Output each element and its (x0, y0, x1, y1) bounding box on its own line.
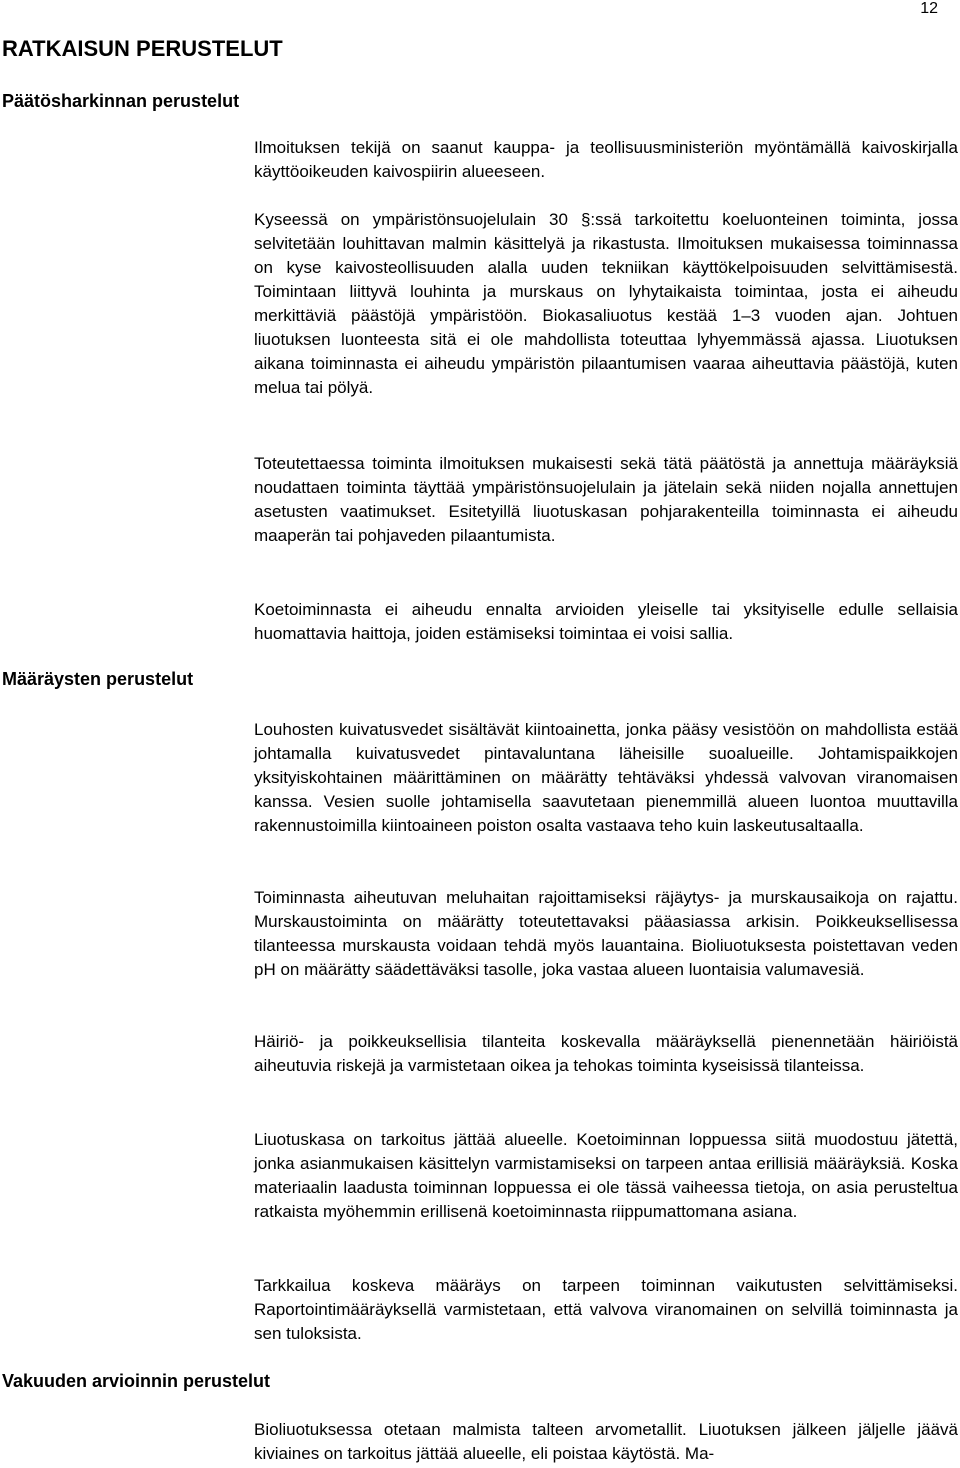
page-number: 12 (920, 0, 938, 17)
paragraph-paatosharkinta-3: Toteutettaessa toiminta ilmoituksen mukaisesti sekä tätä päätöstä ja annettuja määräyksiä noudattaen toiminta täyttää ympäristönsuojelulain ja jätelain sekä niiden nojalla annettujen asetusten vaatimukset. Esitetyillä liuotuskasan pohjarakenteilla toiminnasta ei aiheudu maaperän tai pohjaveden pilaantumista. (254, 454, 958, 545)
paragraph-maaraysten-1: Louhosten kuivatusvedet sisältävät kiintoainetta, jonka pääsy vesistöön on mahdollista estää johtamalla kuivatusvedet pintavaluntana läheisille suoalueille. Johtamispaikkojen yksityiskohtainen määrittäminen on määrätty tehtäväksi yhdessä valvovan viranomaisen kanssa. Vesien suolle johtamisella saavutetaan pienemmillä alueen luontoa muuttavilla rakennustoimilla kiintoaineen poiston osalta vastaava teho kuin laskeutusaltaalla. (254, 720, 958, 835)
paragraph-vakuuden-1: Bioliuotuksessa otetaan malmista talteen arvometallit. Liuotuksen jälkeen jäljelle jäävä kiviaines on tarkoitus jättää alueelle, eli poistaa käytöstä. Ma- (254, 1420, 958, 1463)
section-heading-paatosharkinta: Päätösharkinnan perustelut (2, 91, 240, 111)
section-heading-maaraysten: Määräysten perustelut (2, 669, 194, 689)
paragraph-maaraysten-2: Toiminnasta aiheutuvan meluhaitan rajoittamiseksi räjäytys- ja murskausaikoja on rajattu. Murskaustoiminta on määrätty toteutettavaksi pääasiassa arkisin. Poikkeuksellisessa tilanteessa murskausta voidaan tehdä myös lauantaina. Bioliuotuksesta poistettavan veden pH on määrätty säädettäväksi tasolle, joka vastaa alueen luontaisia valumavesiä. (254, 888, 958, 979)
paragraph-maaraysten-3: Häiriö- ja poikkeuksellisia tilanteita koskevalla määräyksellä pienennetään häiriöistä aiheutuvia riskejä ja varmistetaan oikea ja tehokas toiminta kyseisissä tilanteissa. (254, 1032, 958, 1075)
section-heading-vakuuden: Vakuuden arvioinnin perustelut (2, 1371, 271, 1391)
paragraph-paatosharkinta-4: Koetoiminnasta ei aiheudu ennalta arvioiden yleiselle tai yksityiselle edulle sellaisia huomattavia haittoja, joiden estämiseksi toimintaa ei voisi sallia. (254, 600, 958, 643)
paragraph-maaraysten-5: Tarkkailua koskeva määräys on tarpeen toiminnan vaikutusten selvittämiseksi. Raportointimääräyksellä varmistetaan, että valvova viranomainen on selvillä toiminnasta ja sen tuloksista. (254, 1276, 958, 1343)
page-title: RATKAISUN PERUSTELUT (2, 36, 283, 61)
paragraph-paatosharkinta-1: Ilmoituksen tekijä on saanut kauppa- ja teollisuusministeriön myöntämällä kaivoskirjalla käyttöoikeuden kaivospiirin alueeseen. (254, 138, 958, 181)
paragraph-paatosharkinta-2: Kyseessä on ympäristönsuojelulain 30 §:ssä tarkoitettu koeluonteinen toiminta, jossa selvitetään louhittavan malmin käsittelyä ja rikastusta. Ilmoituksen mukaisessa toiminnassa on kyse kaivosteollisuuden alalla uuden tekniikan käyttökelpoisuuden selvittämisestä. Toimintaan liittyvä louhinta ja murskaus on lyhytaikaista toimintaa, josta ei aiheudu merkittäviä päästöjä ympäristöön. Biokasaliuotus kestää 1–3 vuoden ajan. Johtuen liuotuksen luonteesta sitä ei ole mahdollista toteuttaa lyhyemmässä ajassa. Liuotuksen aikana toiminnasta ei aiheudu ympäristön pilaantumisen vaaraa aiheuttavia päästöjä, kuten melua tai pölyä. (254, 210, 958, 397)
paragraph-maaraysten-4: Liuotuskasa on tarkoitus jättää alueelle. Koetoiminnan loppuessa siitä muodostuu jätettä, jonka asianmukaisen käsittelyn varmistamiseksi on tarpeen antaa erillisiä määräyksiä. Koska materiaalin laadusta toiminnan loppuessa ei ole tässä vaiheessa tietoja, on asia perusteltua ratkaista myöhemmin erillisenä koetoiminnasta riippumattomana asiana. (254, 1130, 958, 1221)
